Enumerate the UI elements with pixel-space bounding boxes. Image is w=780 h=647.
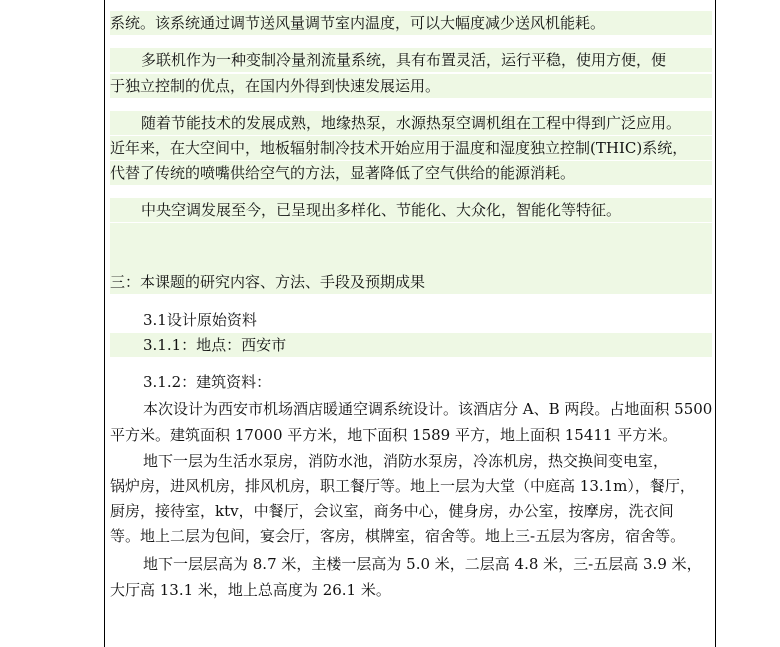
subheading: 3.1设计原始资料 xyxy=(143,311,257,329)
text-line: 代替了传统的喷嘴供给空气的方法，显著降低了空气供给的能源消耗。 xyxy=(110,161,712,185)
text-line: 随着节能技术的发展成熟，地缘热泵，水源热泵空调机组在工程中得到广泛应用。 xyxy=(110,111,712,135)
text-line: 于独立控制的优点，在国内外得到快速发展运用。 xyxy=(110,74,712,98)
blank-spacer xyxy=(110,223,712,270)
text-line: 中央空调发展至今，已呈现出多样化、节能化、大众化，智能化等特征。 xyxy=(110,198,712,222)
subheading: 3.1.1：地点：西安市 xyxy=(110,333,712,357)
text-line: 等。地上二层为包间，宴会厅，客房，棋牌室，宿舍等。地上三-五层为客房，宿舍等。 xyxy=(110,527,686,545)
text-line: 锅炉房，进风机房，排风机房，职工餐厅等。地上一层为大堂（中庭高 13.1m），餐厅， xyxy=(110,477,695,495)
text-line: 多联机作为一种变制冷量剂流量系统，具有布置灵活，运行平稳，使用方便，便 xyxy=(110,48,712,72)
text-line: 大厅高 13.1 米，地上总高度为 26.1 米。 xyxy=(110,581,391,599)
text-line: 平方米。建筑面积 17000 平方米，地下面积 1589 平方，地上面积 15411 平方米。 xyxy=(110,426,678,444)
section-heading: 三：本课题的研究内容、方法、手段及预期成果 xyxy=(110,270,712,294)
text-line: 地下一层为生活水泵房，消防水池，消防水泵房，冷冻机房，热交换间变电室， xyxy=(143,452,669,470)
text-line: 系统。该系统通过调节送风量调节室内温度，可以大幅度减少送风机能耗。 xyxy=(110,11,712,35)
text-line: 地下一层层高为 8.7 米，主楼一层高为 5.0 米，二层高 4.8 米，三-五层高 3.9 米， xyxy=(143,555,702,573)
subheading: 3.1.2：建筑资料： xyxy=(143,373,272,391)
text-line: 厨房，接待室，ktv，中餐厅，会议室，商务中心，健身房，办公室，按摩房，洗衣间 xyxy=(110,502,674,520)
text-line: 近年来，在大空间中，地板辐射制冷技术开始应用于温度和湿度独立控制(THIC)系统， xyxy=(110,136,712,160)
text-line: 本次设计为西安市机场酒店暖通空调系统设计。该酒店分 A、B 两段。占地面积 5500 xyxy=(143,400,712,418)
